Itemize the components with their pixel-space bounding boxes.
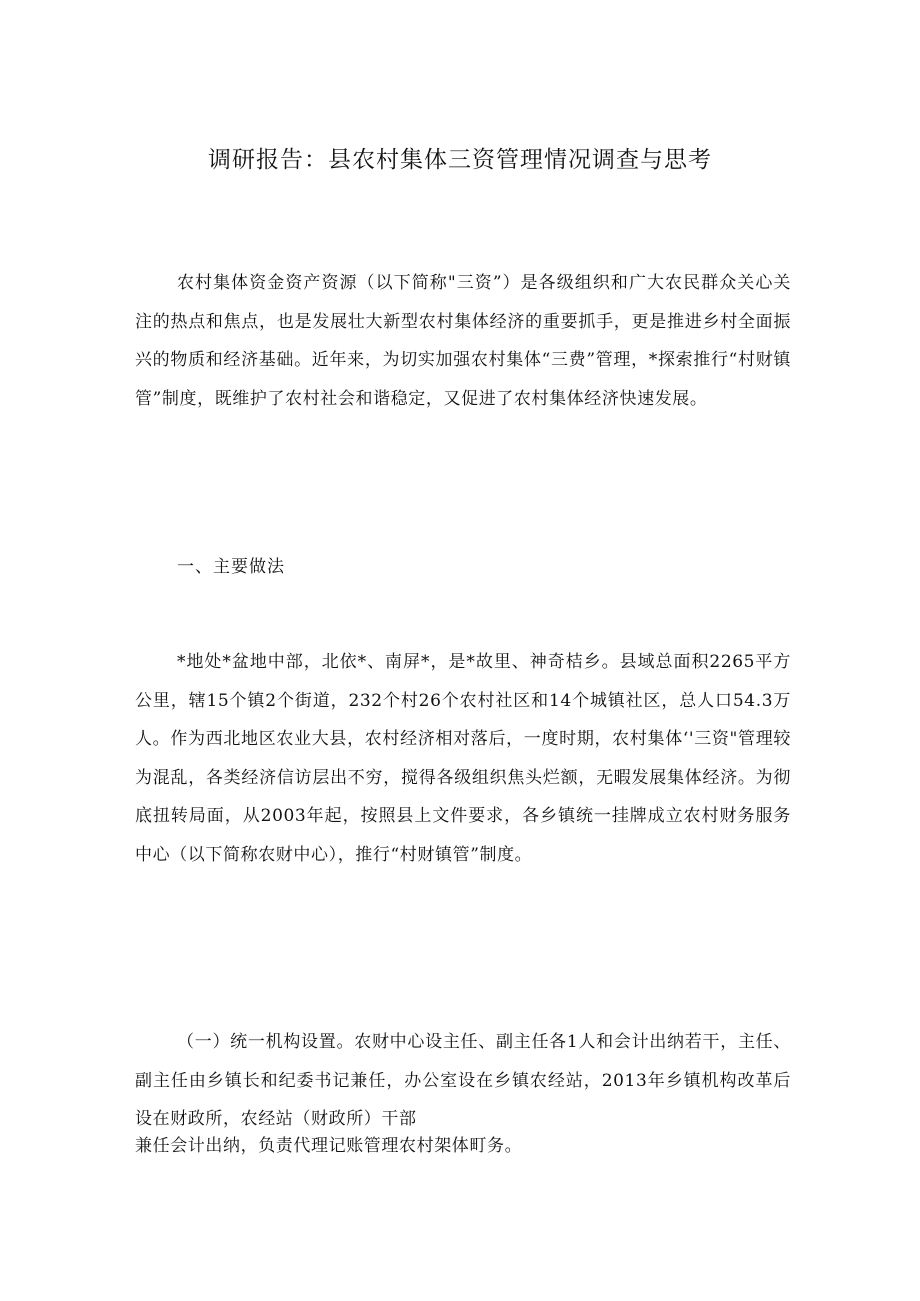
county-overview-paragraph: *地处*盆地中部，北依*、南屏*，是*故里、神奇桔乡。县域总面积2265平方公里，辖15个镇2个街道，232个村26个农村社区和14个城镇社区，总人口54.3万人。作为西北地区农业大县，农村经济相对落后，一度时期，农村集体‘'三资"管理较为混乱，各类经济信访层出不穷，搅得各级组织焦头烂额，无暇发展集体经济。为彻底扭转局面，从2003年起，按照县上文件要求，各乡镇统一挂牌成立农村财务服务中心（以下简称农财中心），推行“村财镇管”制度。 — [135, 652, 791, 865]
intro-paragraph: 农村集体资金资产资源（以下简称"三资”）是各级组织和广大农民群众关心关注的热点和焦点，也是发展壮大新型农村集体经济的重要抓手，更是推进乡村全面振兴的物质和经济基础。近年来，为切实加强农村集体“三费”管理，*探索推行“村财镇管”制度，既维护了农村社会和谐稳定，又促进了农村集体经济快速发展。 — [135, 273, 791, 409]
section-heading-main-practices: 一、主要做法 — [177, 557, 285, 577]
document-title: 调研报告：县农村集体三资管理情况调查与思考 — [208, 147, 712, 173]
institution-setup-paragraph: （一）统一机构设置。农财中心设主任、副主任各1人和会计出纳若干，主任、副主任由乡镇长和纪委书记兼任，办公室设在乡镇农经站，2013年乡镇机构改革后设在财政所，农经站（财政所）干部 — [135, 1032, 791, 1129]
institution-setup-continuation: 兼任会计出纳，负责代理记账管理农村架体町务。 — [135, 1136, 523, 1156]
